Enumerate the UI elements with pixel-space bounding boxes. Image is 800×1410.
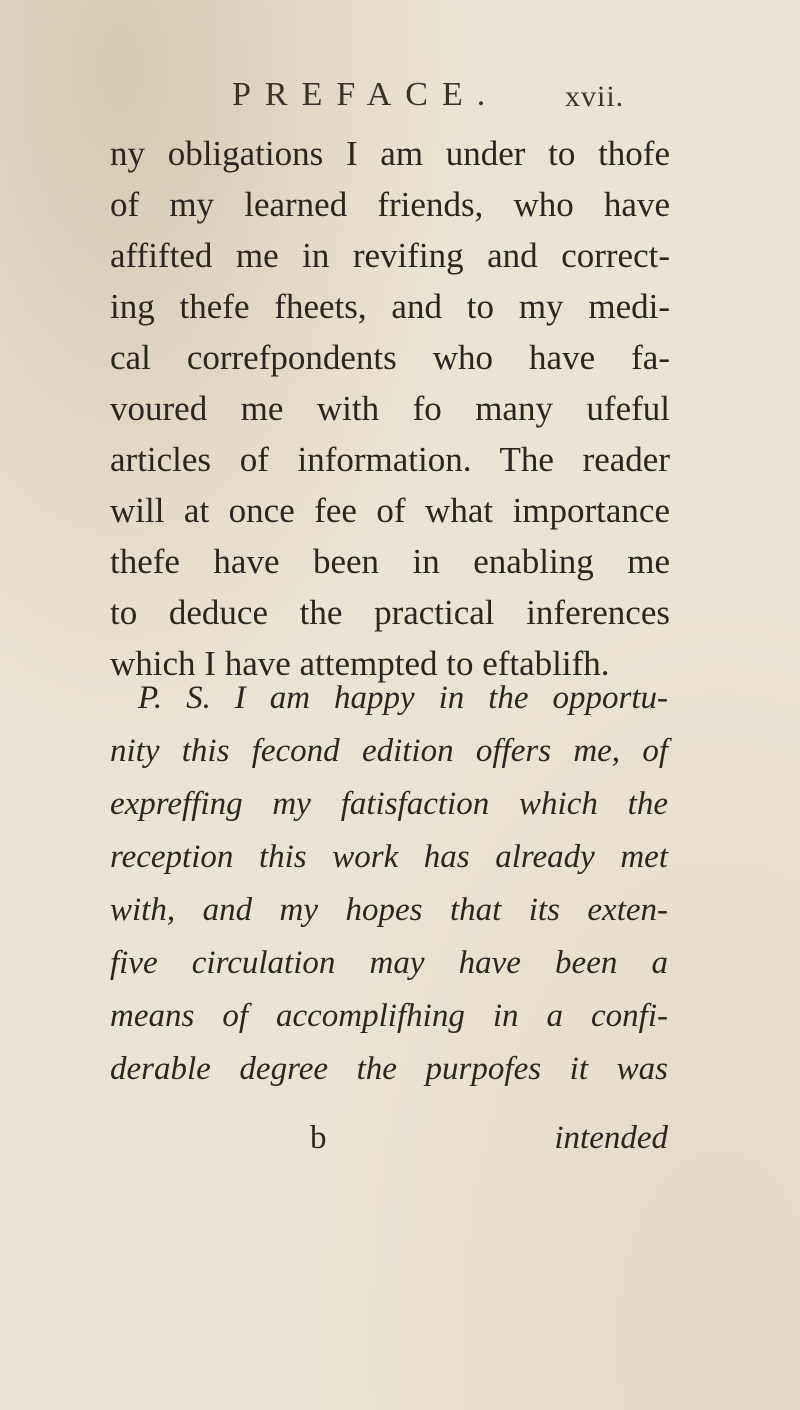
text-line: ing thefe fheets, and to my medi-	[110, 287, 670, 326]
postscript-line: five circulation may have been a	[110, 945, 668, 981]
page-header	[0, 68, 800, 118]
text-line: ny obligations I am under to thofe	[110, 134, 670, 173]
text-line: articles of information. The reader	[110, 440, 670, 479]
page-number: xvii.	[565, 80, 625, 113]
postscript-line: expreffing my fatisfaction which the	[110, 786, 668, 822]
text-line: thefe have been in enabling me	[110, 542, 670, 581]
postscript	[110, 672, 668, 1096]
preface-body	[110, 128, 670, 689]
postscript-line: P. S. I am happy in the opportu-	[138, 680, 668, 716]
text-line: cal correfpondents who have fa-	[110, 338, 670, 377]
text-line: of my learned friends, who have	[110, 185, 670, 224]
signature-mark: b	[310, 1120, 327, 1156]
postscript-line: derable degree the purpofes it was	[110, 1051, 668, 1087]
text-line: which I have attempted to eftablifh.	[110, 644, 610, 683]
text-line: voured me with fo many ufeful	[110, 389, 670, 428]
postscript-line: reception this work has already met	[110, 839, 668, 875]
postscript-line: with, and my hopes that its exten-	[110, 892, 668, 928]
text-line: will at once fee of what importance	[110, 491, 670, 530]
postscript-line: means of accomplifhing in a confi-	[110, 998, 668, 1034]
catchword: intended	[554, 1120, 668, 1156]
text-line: affifted me in revifing and correct-	[110, 236, 670, 275]
page-footer	[110, 1120, 668, 1170]
running-title: PREFACE.	[232, 76, 500, 113]
text-line: to deduce the practical inferences	[110, 593, 670, 632]
postscript-line: nity this fecond edition offers me, of	[110, 733, 668, 769]
